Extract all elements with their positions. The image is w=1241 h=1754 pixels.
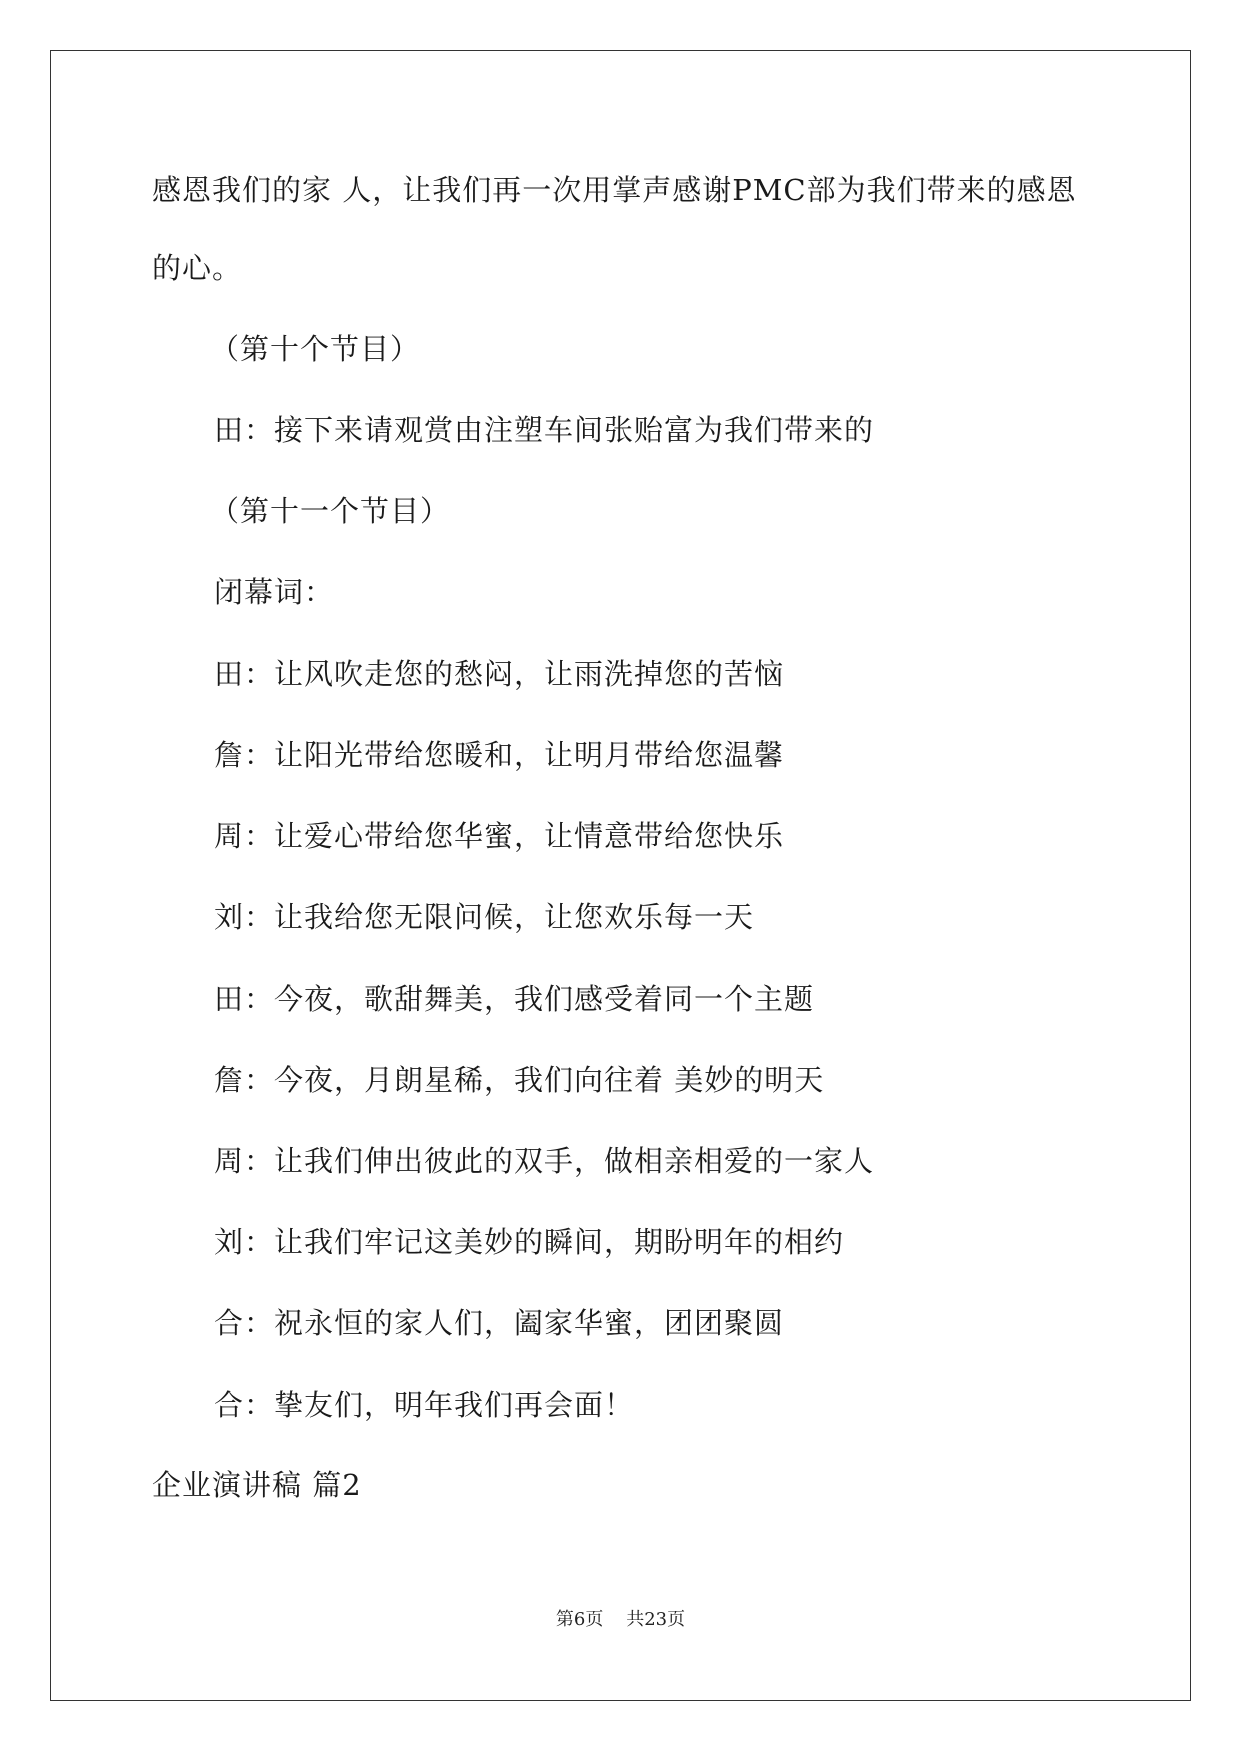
dialogue-line: 周：让爱心带给您华蜜，让情意带给您快乐 <box>214 819 785 853</box>
dialogue-line: 詹：让阳光带给您暖和，让明月带给您温馨 <box>214 738 785 772</box>
dialogue-line: 合：祝永恒的家人们，阖家华蜜，团团聚圆 <box>214 1306 785 1340</box>
dialogue-line: 田：接下来请观赏由注塑车间张贻富为我们带来的 <box>214 413 875 447</box>
dialogue-line: 田：今夜，歌甜舞美，我们感受着同一个主题 <box>214 982 815 1016</box>
text-line: 感恩我们的家 人，让我们再一次用掌声感谢PMC部为我们带来的感恩 <box>152 173 1077 207</box>
dialogue-line: 周：让我们伸出彼此的双手，做相亲相爱的一家人 <box>214 1144 875 1178</box>
dialogue-line: 刘：让我给您无限问候，让您欢乐每一天 <box>214 900 755 934</box>
text-line: 的心。 <box>152 251 243 285</box>
closing-speech-heading: 闭幕词： <box>214 575 335 609</box>
program-heading: （第十一个节目） <box>210 494 451 528</box>
program-heading: （第十个节目） <box>210 332 421 366</box>
dialogue-line: 田：让风吹走您的愁闷，让雨洗掉您的苦恼 <box>214 657 785 691</box>
dialogue-line: 合：挚友们，明年我们再会面！ <box>214 1388 635 1422</box>
page-total: 共23页 <box>626 1609 686 1630</box>
section-heading: 企业演讲稿 篇2 <box>152 1468 362 1502</box>
page-frame <box>50 50 1191 1701</box>
dialogue-line: 詹：今夜，月朗星稀，我们向往着 美妙的明天 <box>214 1063 825 1097</box>
dialogue-line: 刘：让我们牢记这美妙的瞬间，期盼明年的相约 <box>214 1225 845 1259</box>
page-number: 第6页 <box>555 1609 604 1630</box>
page-footer <box>0 1608 1241 1632</box>
